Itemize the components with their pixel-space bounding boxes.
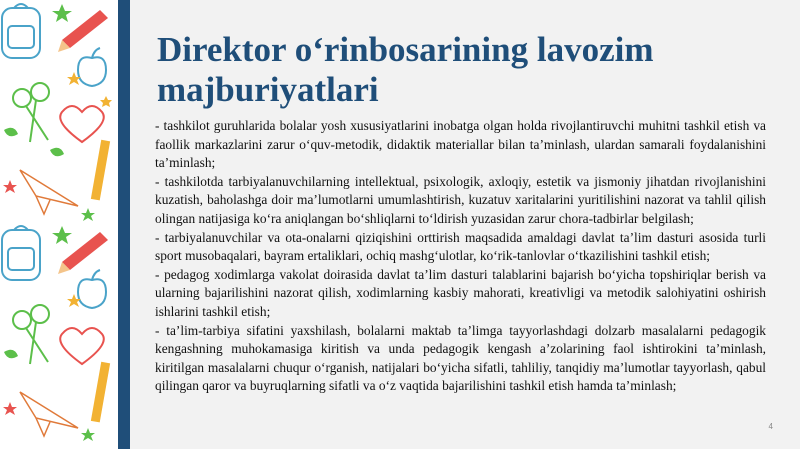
backpack-icon xyxy=(2,226,40,280)
apple-icon xyxy=(78,270,106,308)
scissors-icon xyxy=(13,305,49,364)
duty-paragraph: - tashkilot guruhlarida bolalar yosh xususiyatlarini inobatga olgan holda rivojlantiruvchi muhitni tashkil etish va faollik markazlarini zarur o‘quv-metodik, didaktik materiallar bilan ta’minlash, ulardan samarali foydalanishini ta’minlash; xyxy=(155,118,766,171)
heart-icon xyxy=(60,328,104,364)
duty-paragraph: - tarbiyalanuvchilar va ota-onalarni qiziqishini orttirish maqsadida amaldagi davlat ta’lim dasturi asosida turli sport musobaqalari, bayram ertaliklari, ochiq mashg‘ulotlar, ko‘rik-tanlovlar o‘tkazilishini tashkil etish; xyxy=(155,229,766,264)
crayon-icon xyxy=(91,140,110,201)
crayon-icon xyxy=(91,362,110,423)
star-icon xyxy=(52,4,72,22)
duty-paragraph: - ta’lim-tarbiya sifatini yaxshilash, bolalarni maktab ta’limga tayyorlashdagi dolzarb masalalarni pedagogik kengashning muhokamasiga kiritish va unda pedagogik kengash a’zolarining faol ishtirokini ta’minlash, kiritilgan masalalarni chuqur o‘rganish, natijalari bo‘yicha sifatli, tahliliy, tanqidiy ma’lumotlar tayyorlash, qabul qilingan qaror va buyruqlarning sifatli va o‘z vaqtida bajarilishini tashkil etish hamda ta’minlash; xyxy=(155,322,766,394)
star-icon xyxy=(52,226,72,244)
slide-body xyxy=(155,117,766,396)
paper-plane-icon xyxy=(20,170,78,214)
scissors-icon xyxy=(13,83,49,142)
slide-content xyxy=(130,0,800,449)
decorative-school-pattern xyxy=(0,0,118,449)
duty-paragraph: - pedagog xodimlarga vakolat doirasida davlat ta’lim dasturi talablarini bajarish bo‘yicha topshiriqlar berish va ularning bajarilishini nazorat qilish, xodimlarning kasbiy mahorati, kreativligi va metodik salohiyatini oshirish ishlarini tashkil etish; xyxy=(155,266,766,319)
accent-bar xyxy=(118,0,130,449)
backpack-icon xyxy=(2,4,40,58)
star-icon xyxy=(3,402,17,415)
page-number: 4 xyxy=(768,422,773,431)
star-icon xyxy=(81,208,95,221)
heart-icon xyxy=(60,106,104,142)
star-icon xyxy=(3,180,17,193)
star-icon xyxy=(81,428,95,441)
duty-paragraph: - tashkilotda tarbiyalanuvchilarning intellektual, psixologik, axloqiy, estetik va jismoniy jihatdan rivojlanishini kuzatish, baholashga doir ma’lumotlarni umumlashtirish, kuzatuv xaritalarini yuritilishini nazorat va tahlil qilish olingan natijasiga ko‘ra aniqlangan bo‘shliqlarni to‘ldirish yuzasidan zarur chora-tadbirlar belgilash; xyxy=(155,173,766,226)
slide-title: Direktor o‘rinbosarining lavozim majburiyatlari xyxy=(157,30,654,109)
apple-icon xyxy=(78,48,106,86)
paper-plane-icon xyxy=(20,392,78,436)
star-icon xyxy=(100,96,112,107)
